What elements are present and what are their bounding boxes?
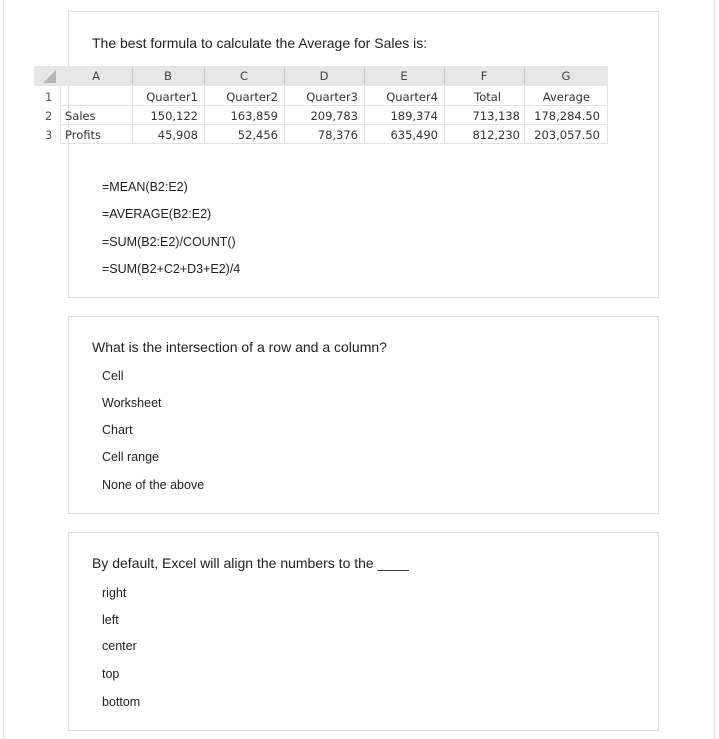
grid-line [60, 124, 608, 125]
cell-f2: 713,138 [472, 109, 520, 123]
column-header-g: G [561, 69, 571, 83]
cell-e3: 635,490 [390, 128, 438, 142]
page-frame [3, 0, 715, 739]
cell-d3: 78,376 [317, 128, 358, 142]
cell-g2: 178,284.50 [534, 109, 600, 123]
column-header-f: F [480, 69, 488, 83]
grid-line [364, 86, 365, 144]
option-center[interactable]: center [102, 639, 137, 653]
option-none-of-the-above[interactable]: None of the above [102, 478, 205, 492]
header-separator [364, 68, 365, 84]
grid-line [284, 86, 285, 144]
column-header-a: A [92, 69, 100, 83]
header-separator [524, 68, 525, 84]
grid-line [204, 86, 205, 144]
option-3[interactable]: =SUM(B2:E2)/COUNT() [102, 235, 236, 249]
option-top[interactable]: top [102, 667, 120, 681]
question-card-1 [68, 11, 659, 298]
option-left[interactable]: left [102, 613, 119, 627]
grid-line [60, 105, 608, 106]
option-bottom[interactable]: bottom [102, 695, 141, 709]
column-header-b: B [164, 69, 172, 83]
cell-f1: Total [474, 90, 501, 104]
question-title: The best formula to calculate the Average for Sales is: [92, 35, 428, 51]
grid-line [132, 86, 133, 144]
cell-g3: 203,057.50 [534, 128, 600, 142]
header-separator [284, 68, 285, 84]
cell-c2: 163,859 [230, 109, 278, 123]
row-number-2: 2 [45, 109, 53, 123]
question-card-2 [68, 316, 659, 514]
cell-e1: Quarter4 [386, 90, 438, 104]
option-cell-range[interactable]: Cell range [102, 450, 159, 464]
grid-line [60, 143, 608, 144]
cell-d2: 209,783 [310, 109, 358, 123]
cell-f3: 812,230 [472, 128, 520, 142]
row-number-1: 1 [45, 90, 53, 104]
select-all-corner [34, 66, 60, 86]
option-right[interactable]: right [102, 586, 127, 600]
spreadsheet-image [34, 66, 608, 144]
option-cell[interactable]: Cell [102, 369, 124, 383]
cell-b2: 150,122 [150, 109, 198, 123]
question-card-3 [68, 532, 659, 731]
grid-line [524, 86, 525, 144]
row-number-3: 3 [45, 128, 53, 142]
column-header-c: C [239, 69, 249, 83]
cell-g1: Average [542, 90, 590, 104]
cell-a3: Profits [65, 128, 101, 142]
option-chart[interactable]: Chart [102, 423, 133, 437]
question-title: By default, Excel will align the numbers to the ____ [92, 555, 409, 571]
option-1[interactable]: =MEAN(B2:E2) [102, 180, 188, 194]
cell-b1: Quarter1 [146, 90, 198, 104]
grid-line [60, 86, 61, 144]
cell-b3: 45,908 [157, 128, 198, 142]
cell-c3: 52,456 [237, 128, 278, 142]
question-title: What is the intersection of a row and a column? [92, 339, 387, 355]
option-worksheet[interactable]: Worksheet [102, 396, 162, 410]
select-all-triangle-icon [34, 66, 60, 86]
option-2[interactable]: =AVERAGE(B2:E2) [102, 207, 212, 221]
grid-line [444, 86, 445, 144]
header-separator [132, 68, 133, 84]
cell-e2: 189,374 [390, 109, 438, 123]
column-header-e: E [400, 69, 408, 83]
option-4[interactable]: =SUM(B2+C2+D3+E2)/4 [102, 262, 241, 276]
cell-c1: Quarter2 [226, 90, 278, 104]
column-header-d: D [319, 69, 329, 83]
header-separator [444, 68, 445, 84]
cell-d1: Quarter3 [306, 90, 358, 104]
header-separator [204, 68, 205, 84]
grid-line [607, 86, 608, 144]
cell-a2: Sales [65, 109, 96, 123]
